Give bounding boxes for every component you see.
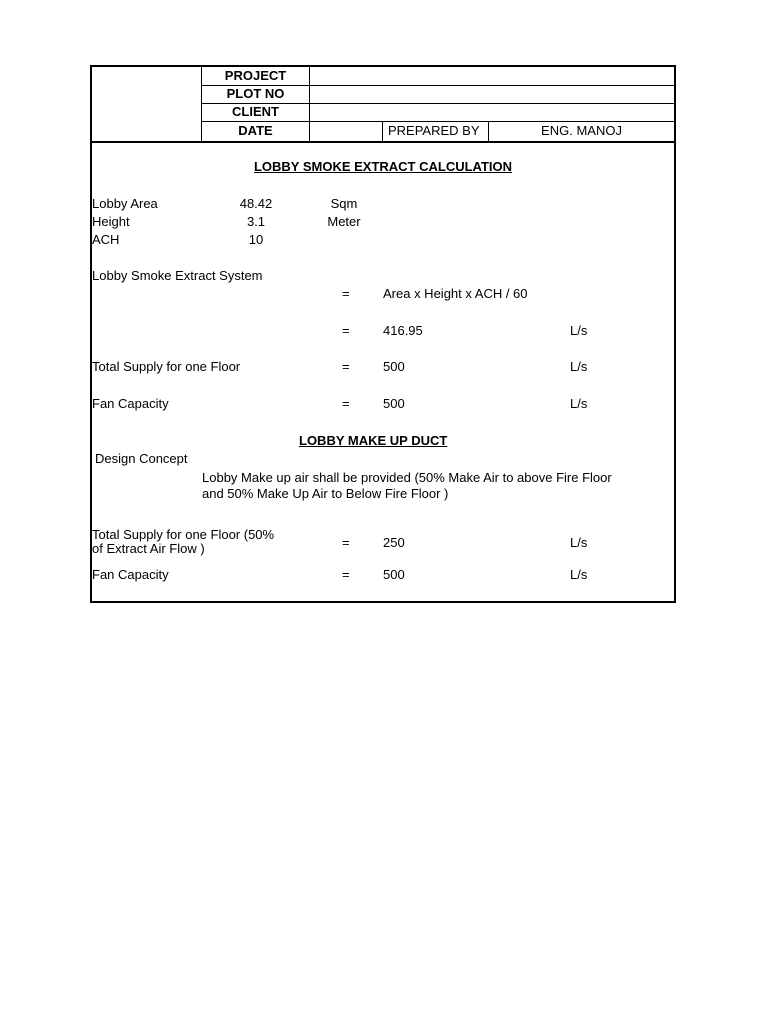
design-concept-line-2: and 50% Make Up Air to Below Fire Floor ) — [202, 486, 449, 501]
design-concept-label: Design Concept — [95, 451, 188, 466]
lobby-area-value: 48.42 — [239, 196, 273, 211]
fan-capacity-unit: L/s — [570, 396, 588, 411]
makeup-fan-value: 500 — [383, 567, 405, 582]
makeup-supply-value: 250 — [383, 535, 405, 550]
design-concept-line-1: Lobby Make up air shall be provided (50% Make Air to above Fire Floor — [202, 470, 612, 485]
smoke-extract-title: LOBBY SMOKE EXTRACT CALCULATION — [253, 159, 513, 174]
makeup-supply-unit: L/s — [570, 535, 588, 550]
client-label: CLIENT — [232, 104, 279, 119]
supply-label: Total Supply for one Floor — [92, 359, 241, 374]
makeup-duct-title: LOBBY MAKE UP DUCT — [299, 433, 448, 448]
fan-capacity-label: Fan Capacity — [92, 396, 169, 411]
header-row-line — [201, 121, 674, 122]
makeup-fan-label: Fan Capacity — [92, 567, 169, 582]
formula-equals: = — [342, 286, 350, 301]
smoke-system-label: Lobby Smoke Extract System — [92, 268, 263, 283]
height-label: Height — [92, 214, 130, 229]
makeup-supply-label-line-1: Total Supply for one Floor (50% — [92, 527, 275, 542]
prepared-by-value: ENG. MANOJ — [541, 123, 622, 138]
makeup-supply-label-line-2: of Extract Air Flow ) — [92, 541, 205, 556]
supply-value: 500 — [383, 359, 405, 374]
fan-capacity-equals: = — [342, 396, 350, 411]
makeup-fan-equals: = — [342, 567, 350, 582]
lobby-area-label: Lobby Area — [92, 196, 158, 211]
fan-capacity-value: 500 — [383, 396, 405, 411]
date-label: DATE — [238, 123, 273, 138]
result-equals: = — [342, 323, 350, 338]
ach-value: 10 — [248, 232, 264, 247]
lobby-area-unit: Sqm — [330, 196, 358, 211]
header-divider — [309, 67, 310, 141]
makeup-supply-equals: = — [342, 535, 350, 550]
header-divider — [382, 122, 383, 141]
height-unit: Meter — [327, 214, 361, 229]
result-unit: L/s — [570, 323, 588, 338]
plot-no-label: PLOT NO — [226, 86, 285, 101]
header-table — [92, 67, 674, 143]
calculation-sheet — [90, 65, 676, 603]
project-label: PROJECT — [224, 68, 287, 83]
prepared-by-label: PREPARED BY — [388, 123, 480, 138]
height-value: 3.1 — [246, 214, 266, 229]
supply-equals: = — [342, 359, 350, 374]
formula-text: Area x Height x ACH / 60 — [383, 286, 528, 301]
makeup-fan-unit: L/s — [570, 567, 588, 582]
result-value: 416.95 — [383, 323, 423, 338]
ach-label: ACH — [92, 232, 120, 247]
supply-unit: L/s — [570, 359, 588, 374]
